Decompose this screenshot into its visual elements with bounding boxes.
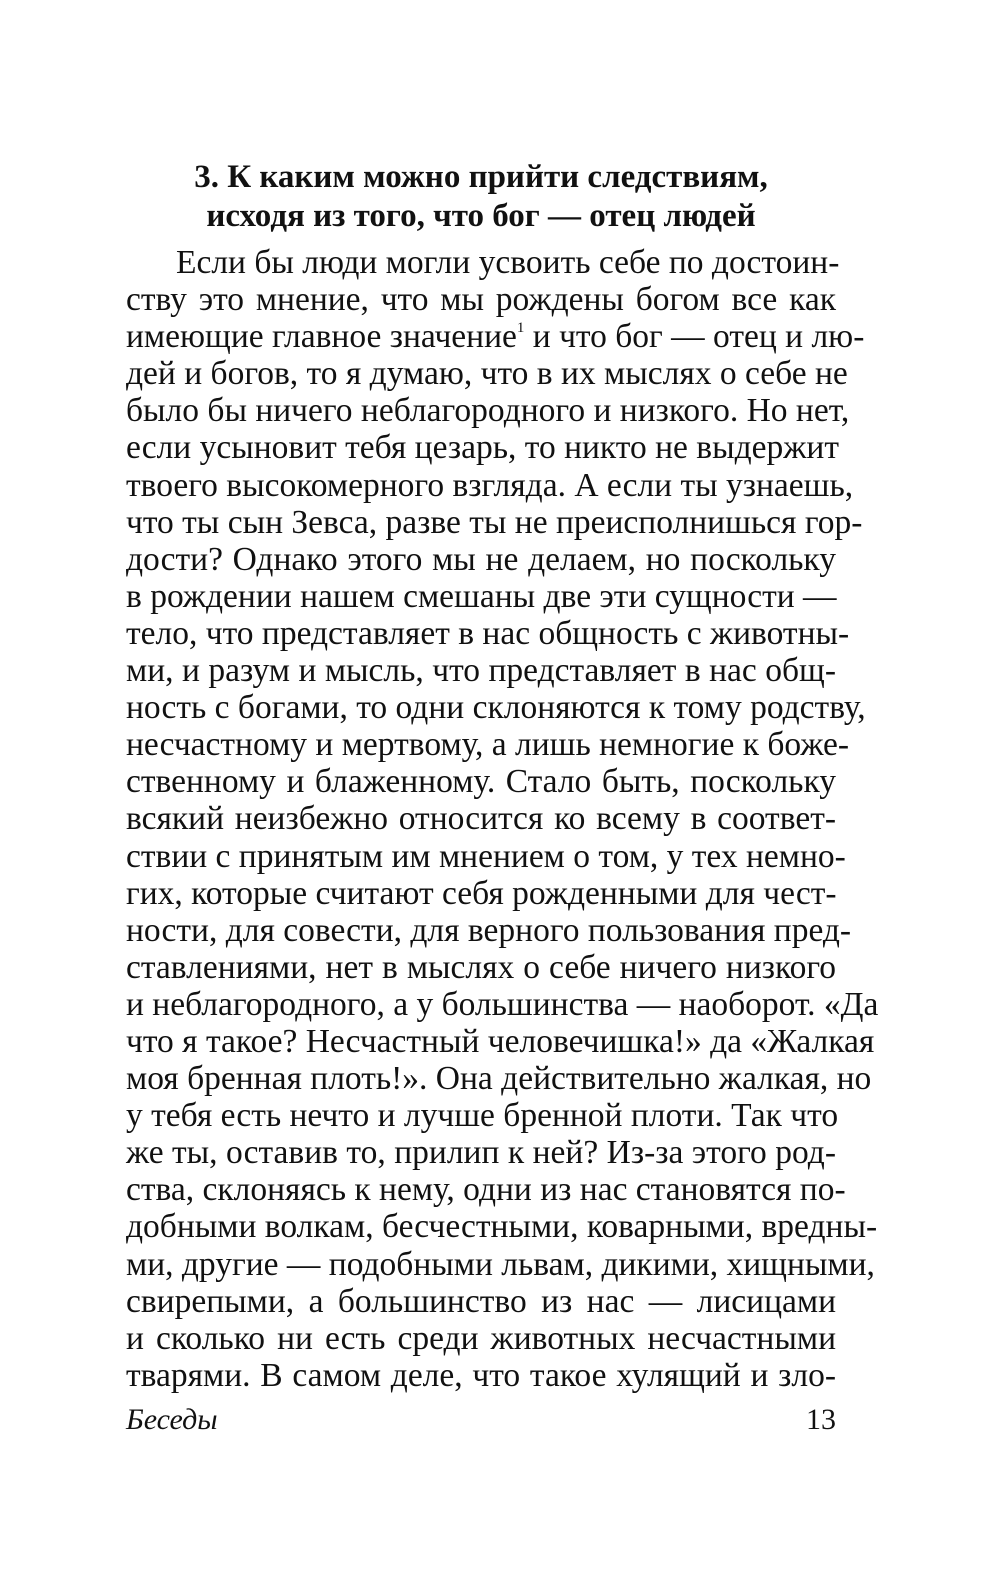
text-line: тварями. В самом деле, что такое хулящий и зло- bbox=[126, 1356, 836, 1394]
text-line: что ты сын Зевса, разве ты не преисполнишься гор- bbox=[126, 503, 863, 541]
heading-line: исходя из того, что бог — отец людей bbox=[206, 198, 756, 234]
text-line bbox=[126, 318, 865, 356]
text-line: в рождении нашем смешаны две эти сущности — bbox=[126, 577, 837, 615]
heading-line: 3. К каким можно прийти следствиям, bbox=[194, 159, 768, 195]
text-line: ми, и разум и мысль, что представляет в нас общ- bbox=[126, 652, 836, 690]
text-line: тело, что представляет в нас общность с животны- bbox=[126, 614, 850, 652]
text-line: свирепыми, а большинство из нас — лисицами bbox=[126, 1282, 836, 1320]
text-line: несчастному и мертвому, а лишь немногие к боже- bbox=[126, 726, 850, 764]
text-line: и неблагородного, а у большинства — наоборот. «Да bbox=[126, 985, 879, 1023]
text-line: всякий неизбежно относится ко всему в соответ- bbox=[126, 800, 836, 838]
text-line: если усыновит тебя цезарь, то никто не выдержит bbox=[126, 429, 839, 467]
text-line: моя бренная плоть!». Она действительно жалкая, но bbox=[126, 1060, 872, 1098]
text-fragment: и что бог — отец и лю- bbox=[524, 318, 865, 356]
text-line: ствии с принятым им мнением о том, у тех немно- bbox=[126, 837, 846, 875]
text-line: было бы ничего неблагородного и низкого. Но нет, bbox=[126, 392, 850, 430]
text-line: ность с богами, то одни склоняются к тому родству, bbox=[126, 689, 866, 727]
text-line: дей и богов, то я думаю, что в их мыслях о себе не bbox=[126, 355, 848, 393]
text-fragment: имеющие главное значение bbox=[126, 318, 517, 356]
text-line: твоего высокомерного взгляда. А если ты узнаешь, bbox=[126, 466, 854, 504]
text-line: ности, для совести, для верного пользования пред- bbox=[126, 911, 852, 949]
text-line: у тебя есть нечто и лучше бренной плоти. Так что bbox=[126, 1097, 839, 1135]
chapter-heading bbox=[126, 158, 836, 236]
text-line: ству это мнение, что мы рождены богом все как bbox=[126, 281, 836, 319]
text-line: что я такое? Несчастный человечишка!» да «Жалкая bbox=[126, 1022, 875, 1060]
text-line: добными волкам, бесчестными, коварными, вредны- bbox=[126, 1208, 878, 1246]
text-line: ми, другие — подобными львам, дикими, хищными, bbox=[126, 1245, 875, 1283]
text-line: ственному и блаженному. Стало быть, поскольку bbox=[126, 763, 836, 801]
text-line: гих, которые считают себя рожденными для чест- bbox=[126, 874, 837, 912]
text-line: ства, склоняясь к нему, одни из нас становятся по- bbox=[126, 1171, 846, 1209]
body-text bbox=[126, 244, 879, 1394]
page-number: 13 bbox=[806, 1403, 836, 1436]
text-line: Если бы люди могли усвоить себе по достоин- bbox=[176, 244, 840, 281]
text-line: же ты, оставив то, прилип к ней? Из-за этого род- bbox=[126, 1134, 836, 1172]
running-title: Беседы bbox=[126, 1403, 218, 1436]
footnote-marker: 1 bbox=[516, 320, 525, 337]
text-line: дости? Однако этого мы не делаем, но поскольку bbox=[126, 540, 836, 578]
text-line: ставлениями, нет в мыслях о себе ничего низкого bbox=[126, 948, 836, 986]
text-line: и сколько ни есть среди животных несчастными bbox=[126, 1319, 836, 1357]
